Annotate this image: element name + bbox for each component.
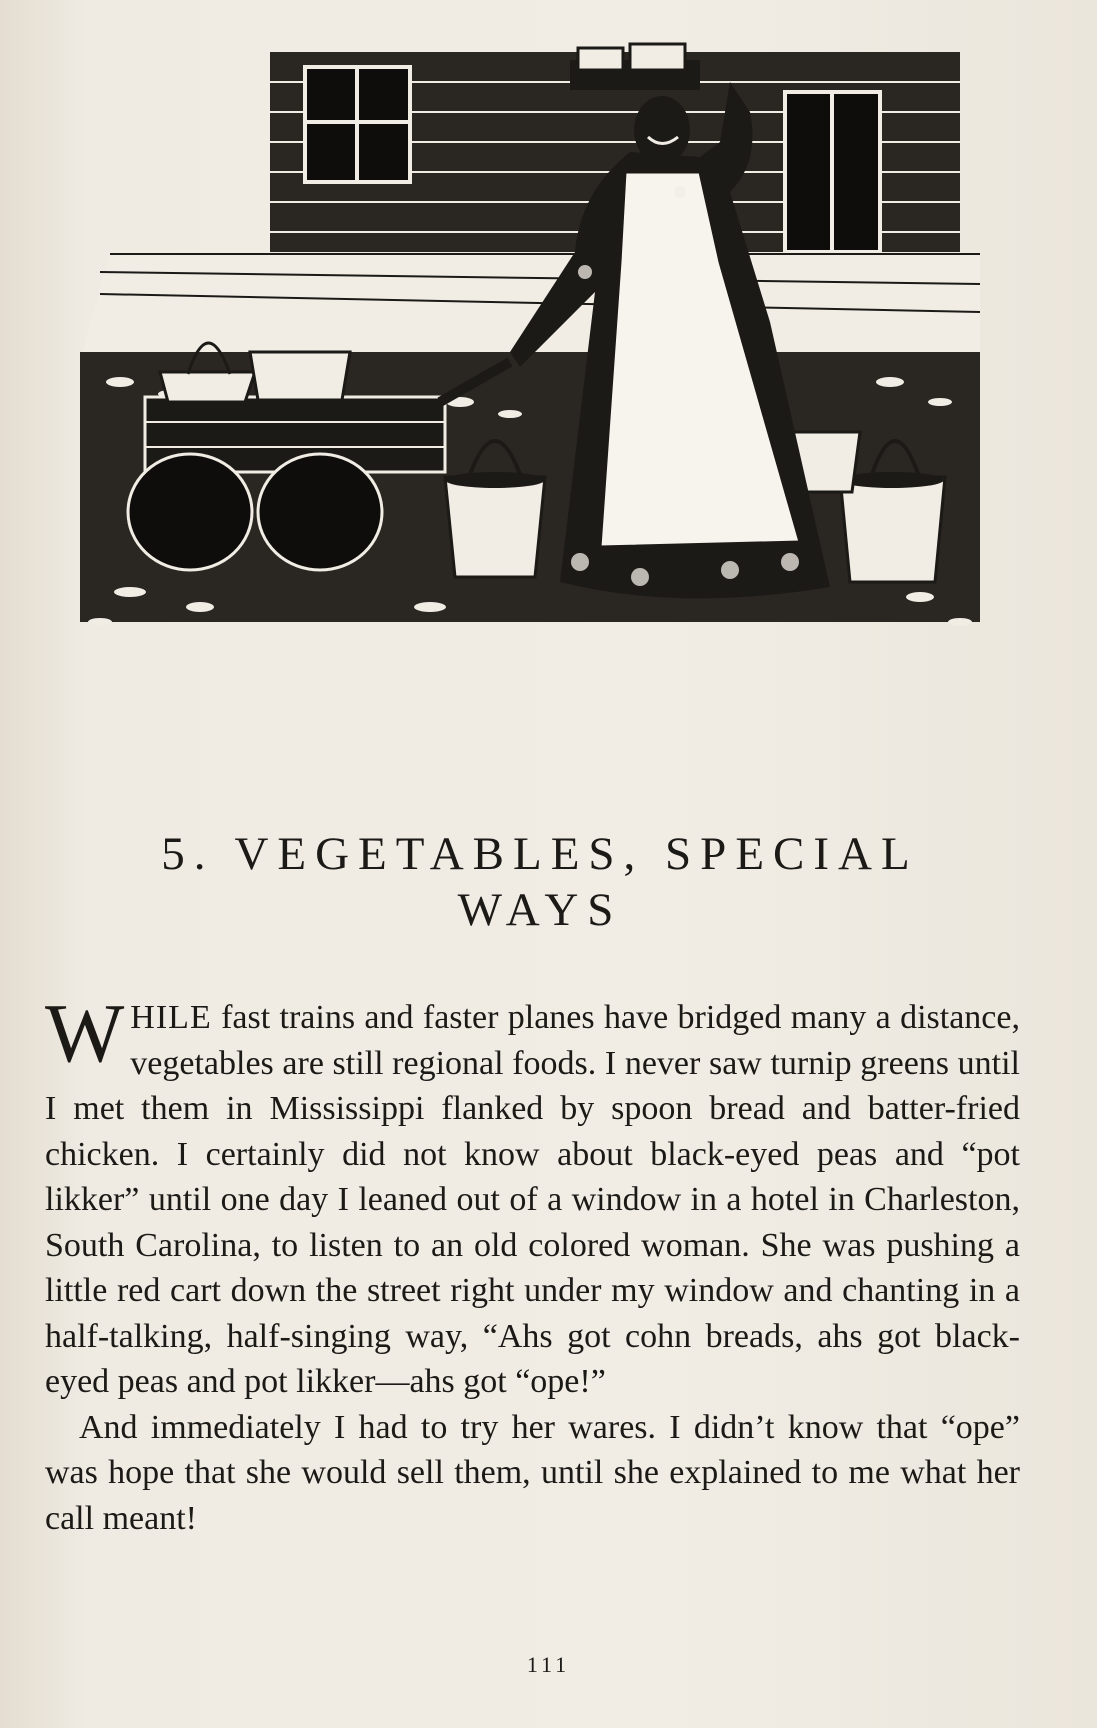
woodcut-illustration bbox=[40, 22, 1030, 662]
paragraph-2: And immediately I had to try her wares. I didn’t know that “ope” was hope that she would sell them, until she explained to me what her call meant! bbox=[45, 1408, 1020, 1537]
drop-cap: W bbox=[45, 987, 125, 1080]
body-text bbox=[45, 987, 1020, 1541]
page-number: 111 bbox=[526, 1652, 571, 1677]
chapter-title-line2: WAYS bbox=[457, 884, 623, 936]
paragraph-1 bbox=[45, 987, 1020, 1405]
chapter-title-line1: 5. VEGETABLES, SPECIAL bbox=[161, 828, 919, 880]
lead-word: HILE bbox=[130, 999, 212, 1036]
chapter-title bbox=[40, 826, 1040, 938]
paragraph-1-text: fast trains and faster planes have bridged many a distance, vegetables are still regional foods. I never saw turnip greens until I met them in Mississippi flanked by spoon bread and batter-fried chicken. I certainly did not know about black-eyed peas and “pot likker” until one day I leaned out of a window in a hotel in Charleston, South Carolina, to listen to an old colored woman. She was pushing a little red cart down the street right under my window and chanting in a half-talking, half-singing way, “Ahs got cohn breads, ahs got black-eyed peas and pot likker—ahs got “ope!” bbox=[45, 999, 1020, 1400]
